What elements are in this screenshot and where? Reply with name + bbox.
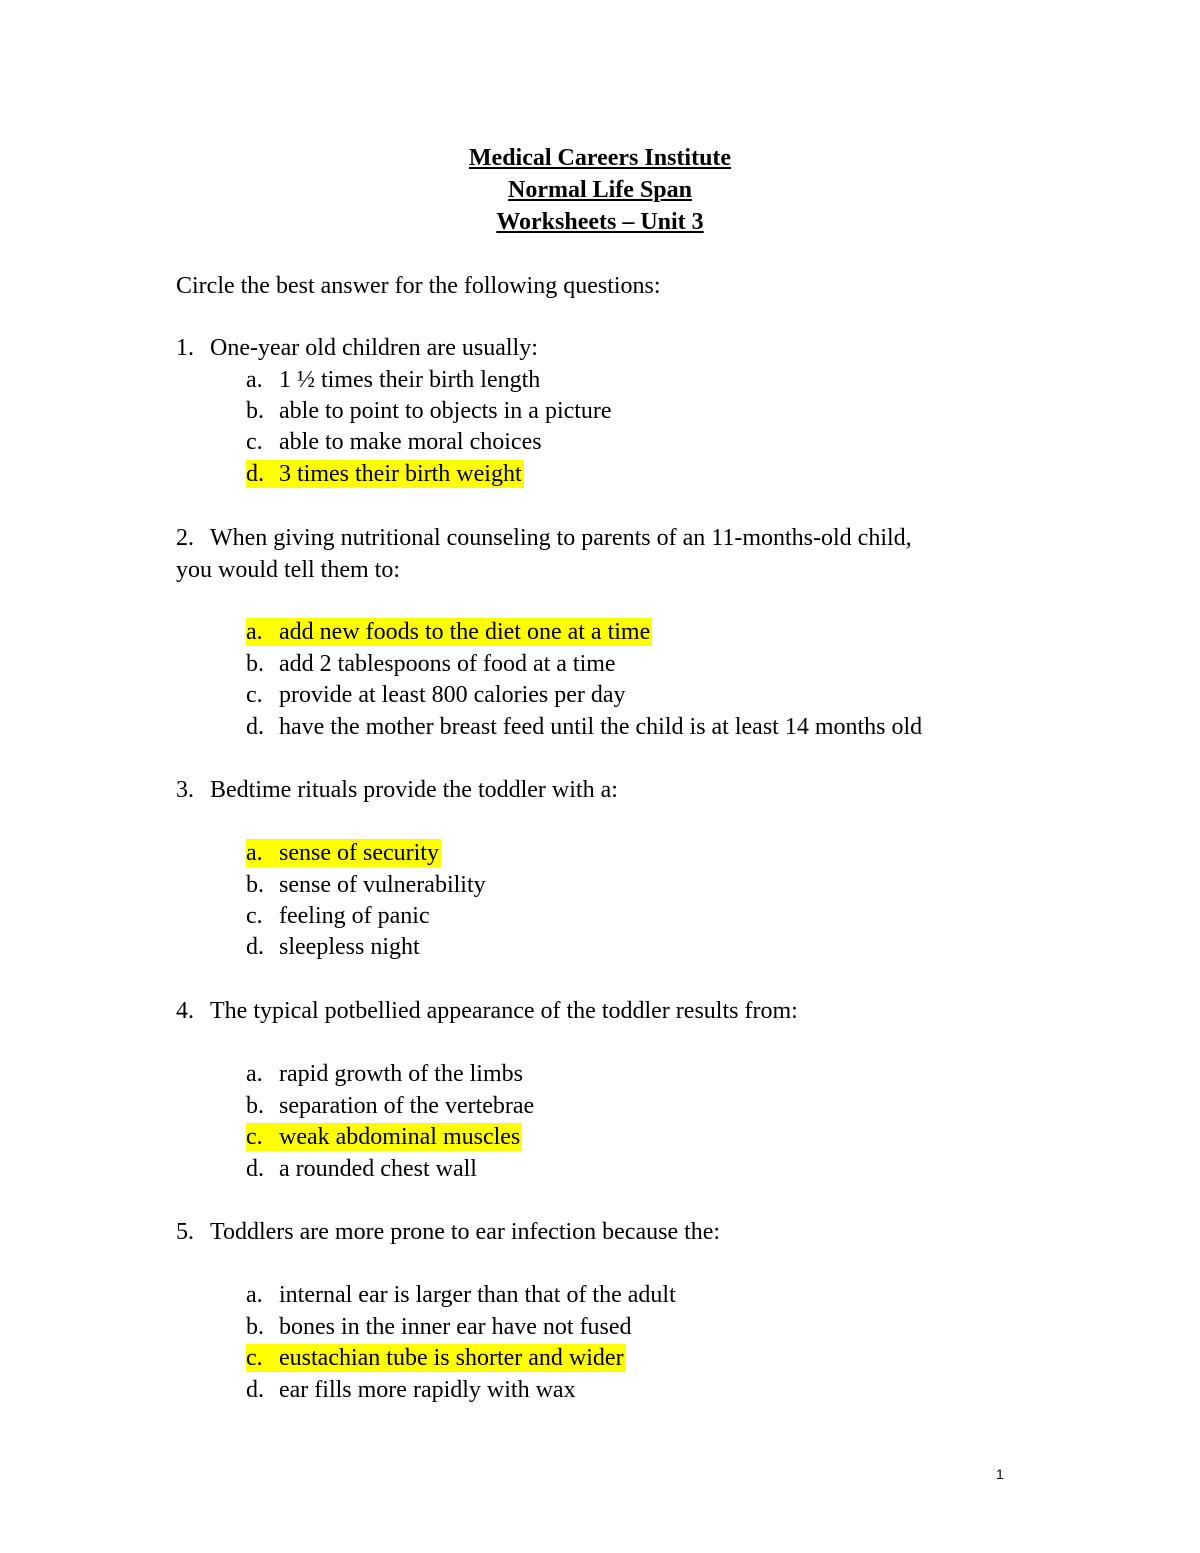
worksheet-title: Worksheets – Unit 3 xyxy=(496,209,704,235)
option-letter: a. xyxy=(246,367,263,393)
option-1a xyxy=(246,366,540,394)
option-letter: a. xyxy=(246,840,263,866)
option-1b xyxy=(246,397,612,425)
option-letter: a. xyxy=(246,1282,263,1308)
option-text: able to make moral choices xyxy=(279,429,542,455)
option-text: eustachian tube is shorter and wider xyxy=(279,1345,624,1371)
option-letter: b. xyxy=(246,1093,264,1119)
question-4 xyxy=(176,997,798,1025)
option-text: add new foods to the diet one at a time xyxy=(279,619,651,645)
option-2d xyxy=(246,713,922,741)
option-letter: d. xyxy=(246,714,264,740)
option-letter: c. xyxy=(246,1345,263,1371)
option-3c xyxy=(246,902,430,930)
option-text: 1 ½ times their birth length xyxy=(279,367,541,393)
option-letter: c. xyxy=(246,429,263,455)
option-4b xyxy=(246,1092,534,1120)
option-text: sense of vulnerability xyxy=(279,872,486,898)
option-3d xyxy=(246,933,420,961)
option-text: 3 times their birth weight xyxy=(279,461,522,487)
question-5 xyxy=(176,1218,720,1246)
instructions: Circle the best answer for the following questions: xyxy=(176,273,661,299)
question-text: Toddlers are more prone to ear infection because the: xyxy=(210,1219,721,1245)
question-1 xyxy=(176,334,538,362)
option-1d-highlighted xyxy=(246,460,524,488)
option-letter: b. xyxy=(246,872,264,898)
option-text: provide at least 800 calories per day xyxy=(279,682,626,708)
page-number: 1 xyxy=(996,1466,1004,1482)
question-3 xyxy=(176,776,618,804)
option-letter: c. xyxy=(246,682,263,708)
option-letter: d. xyxy=(246,1156,264,1182)
option-3a-highlighted xyxy=(246,839,441,867)
question-number: 4. xyxy=(176,998,194,1024)
option-letter: b. xyxy=(246,398,264,424)
question-text: Bedtime rituals provide the toddler with a: xyxy=(210,777,618,803)
option-text: have the mother breast feed until the child is at least 14 months old xyxy=(279,714,923,740)
option-letter: a. xyxy=(246,1061,263,1087)
option-letter: d. xyxy=(246,461,264,487)
question-2 xyxy=(176,524,912,552)
option-text: feeling of panic xyxy=(279,903,430,929)
option-text: able to point to objects in a picture xyxy=(279,398,612,424)
option-1c xyxy=(246,428,542,456)
option-4a xyxy=(246,1060,523,1088)
option-text: internal ear is larger than that of the adult xyxy=(279,1282,676,1308)
option-5d xyxy=(246,1376,576,1404)
option-text: bones in the inner ear have not fused xyxy=(279,1314,632,1340)
option-letter: b. xyxy=(246,1314,264,1340)
question-number: 3. xyxy=(176,777,194,803)
option-letter: c. xyxy=(246,1124,263,1150)
question-number: 2. xyxy=(176,525,194,551)
option-text: weak abdominal muscles xyxy=(279,1124,521,1150)
option-5b xyxy=(246,1313,632,1341)
option-text: a rounded chest wall xyxy=(279,1156,477,1182)
question-text: The typical potbellied appearance of the toddler results from: xyxy=(210,998,798,1024)
option-2b xyxy=(246,650,616,678)
course-title: Normal Life Span xyxy=(507,177,692,203)
question-number: 5. xyxy=(176,1219,194,1245)
option-letter: c. xyxy=(246,903,263,929)
question-number: 1. xyxy=(176,335,194,361)
question-2-continued: you would tell them to: xyxy=(176,557,400,583)
option-5c-highlighted xyxy=(246,1344,626,1372)
question-text: When giving nutritional counseling to parents of an 11-months-old child, xyxy=(210,525,912,551)
option-text: ear fills more rapidly with wax xyxy=(279,1377,576,1403)
option-2a-highlighted xyxy=(246,618,652,646)
question-text: One-year old children are usually: xyxy=(210,335,538,361)
option-text: sense of security xyxy=(279,840,439,866)
option-3b xyxy=(246,871,486,899)
option-text: separation of the vertebrae xyxy=(279,1093,535,1119)
option-text: add 2 tablespoons of food at a time xyxy=(279,651,616,677)
option-letter: d. xyxy=(246,1377,264,1403)
option-text: sleepless night xyxy=(279,934,420,960)
option-5a xyxy=(246,1281,676,1309)
option-letter: a. xyxy=(246,619,263,645)
option-4d xyxy=(246,1155,477,1183)
option-4c-highlighted xyxy=(246,1123,522,1151)
option-letter: d. xyxy=(246,934,264,960)
option-text: rapid growth of the limbs xyxy=(279,1061,523,1087)
option-letter: b. xyxy=(246,651,264,677)
institute-title: Medical Careers Institute xyxy=(468,145,732,171)
option-2c xyxy=(246,681,626,709)
